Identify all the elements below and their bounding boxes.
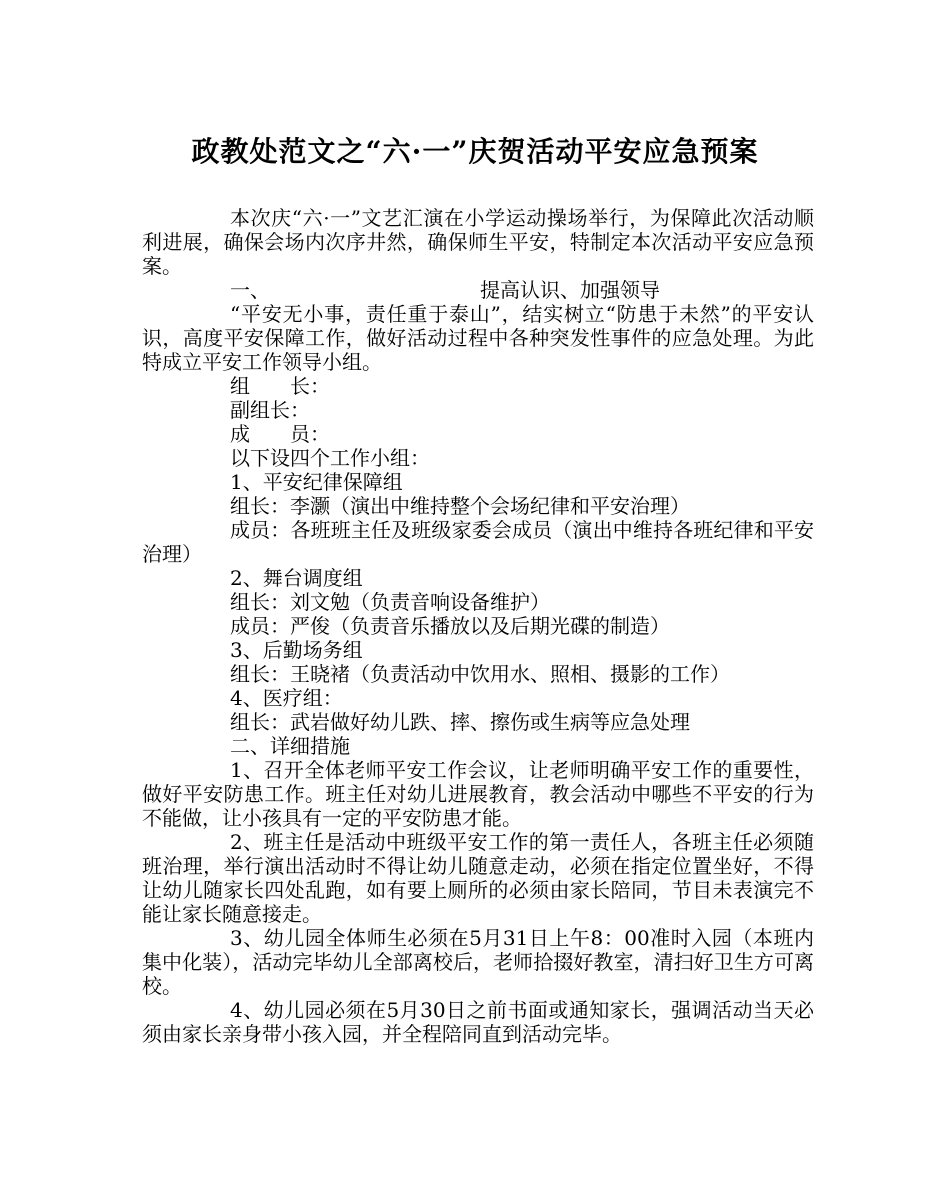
- section1-paragraph: “平安无小事，责任重于泰山”，结实树立“防患于未然”的平安认识，高度平安保障工作，做好活动过程中各种突发性事件的应急处理。为此特成立平安工作领导小组。: [142, 302, 814, 374]
- group2-leader: 组长：刘文勉（负责音响设备维护）: [230, 590, 550, 614]
- groups-intro: 以下设四个工作小组：: [230, 446, 430, 470]
- group3-leader: 组长：王晓褚（负责活动中饮用水、照相、摄影的工作）: [230, 662, 730, 686]
- section2-item1: 1、召开全体老师平安工作会议，让老师明确平安工作的重要性，做好平安防患工作。班主任对幼儿进展教育，教会活动中哪些不平安的行为不能做，让小孩具有一定的平安防患才能。: [142, 758, 814, 830]
- section1-heading: [142, 278, 814, 302]
- deputy-field: 副组长：: [230, 398, 310, 422]
- section2-item3: 3、幼儿园全体师生必须在5月31日上午8：00准时入园（本班内集中化装），活动完毕幼儿全部离校后，老师拾掇好教室，清扫好卫生方可离校。: [142, 926, 814, 998]
- group3-title: 3、后勤场务组: [230, 638, 363, 662]
- leader-field: 组 长：: [230, 374, 330, 398]
- group1-leader: 组长：李灏（演出中维持整个会场纪律和平安治理）: [230, 494, 690, 518]
- section1-title: 提高认识、加强领导: [480, 278, 660, 302]
- document-title: 政教处范文之“六·一”庆贺活动平安应急预案: [191, 135, 759, 168]
- section2-item4: 4、幼儿园必须在5月30日之前书面或通知家长，强调活动当天必须由家长亲身带小孩入园，并全程陪同直到活动完毕。: [142, 998, 814, 1046]
- section2-heading: 二、详细措施: [230, 734, 350, 758]
- document-body: [142, 206, 814, 1046]
- members-field: 成 员：: [230, 422, 330, 446]
- group1-members: 成员：各班班主任及班级家委会成员（演出中维持各班纪律和平安治理）: [142, 518, 814, 566]
- group4-title: 4、医疗组：: [230, 686, 343, 710]
- group4-leader: 组长：武岩做好幼儿跌、摔、擦伤或生病等应急处理: [230, 710, 690, 734]
- section2-item2: 2、班主任是活动中班级平安工作的第一责任人，各班主任必须随班治理，举行演出活动时不得让幼儿随意走动，必须在指定位置坐好，不得让幼儿随家长四处乱跑，如有要上厕所的必须由家长陪同，节目未表演完不能让家长随意接走。: [142, 830, 814, 926]
- intro-paragraph: 本次庆“六·一”文艺汇演在小学运动操场举行，为保障此次活动顺利进展，确保会场内次序井然，确保师生平安，特制定本次活动平安应急预案。: [142, 206, 814, 278]
- group2-title: 2、舞台调度组: [230, 566, 363, 590]
- group2-members: 成员：严俊（负责音乐播放以及后期光碟的制造）: [230, 614, 670, 638]
- group1-title: 1、平安纪律保障组: [230, 470, 403, 494]
- section1-number: 一、: [230, 278, 270, 302]
